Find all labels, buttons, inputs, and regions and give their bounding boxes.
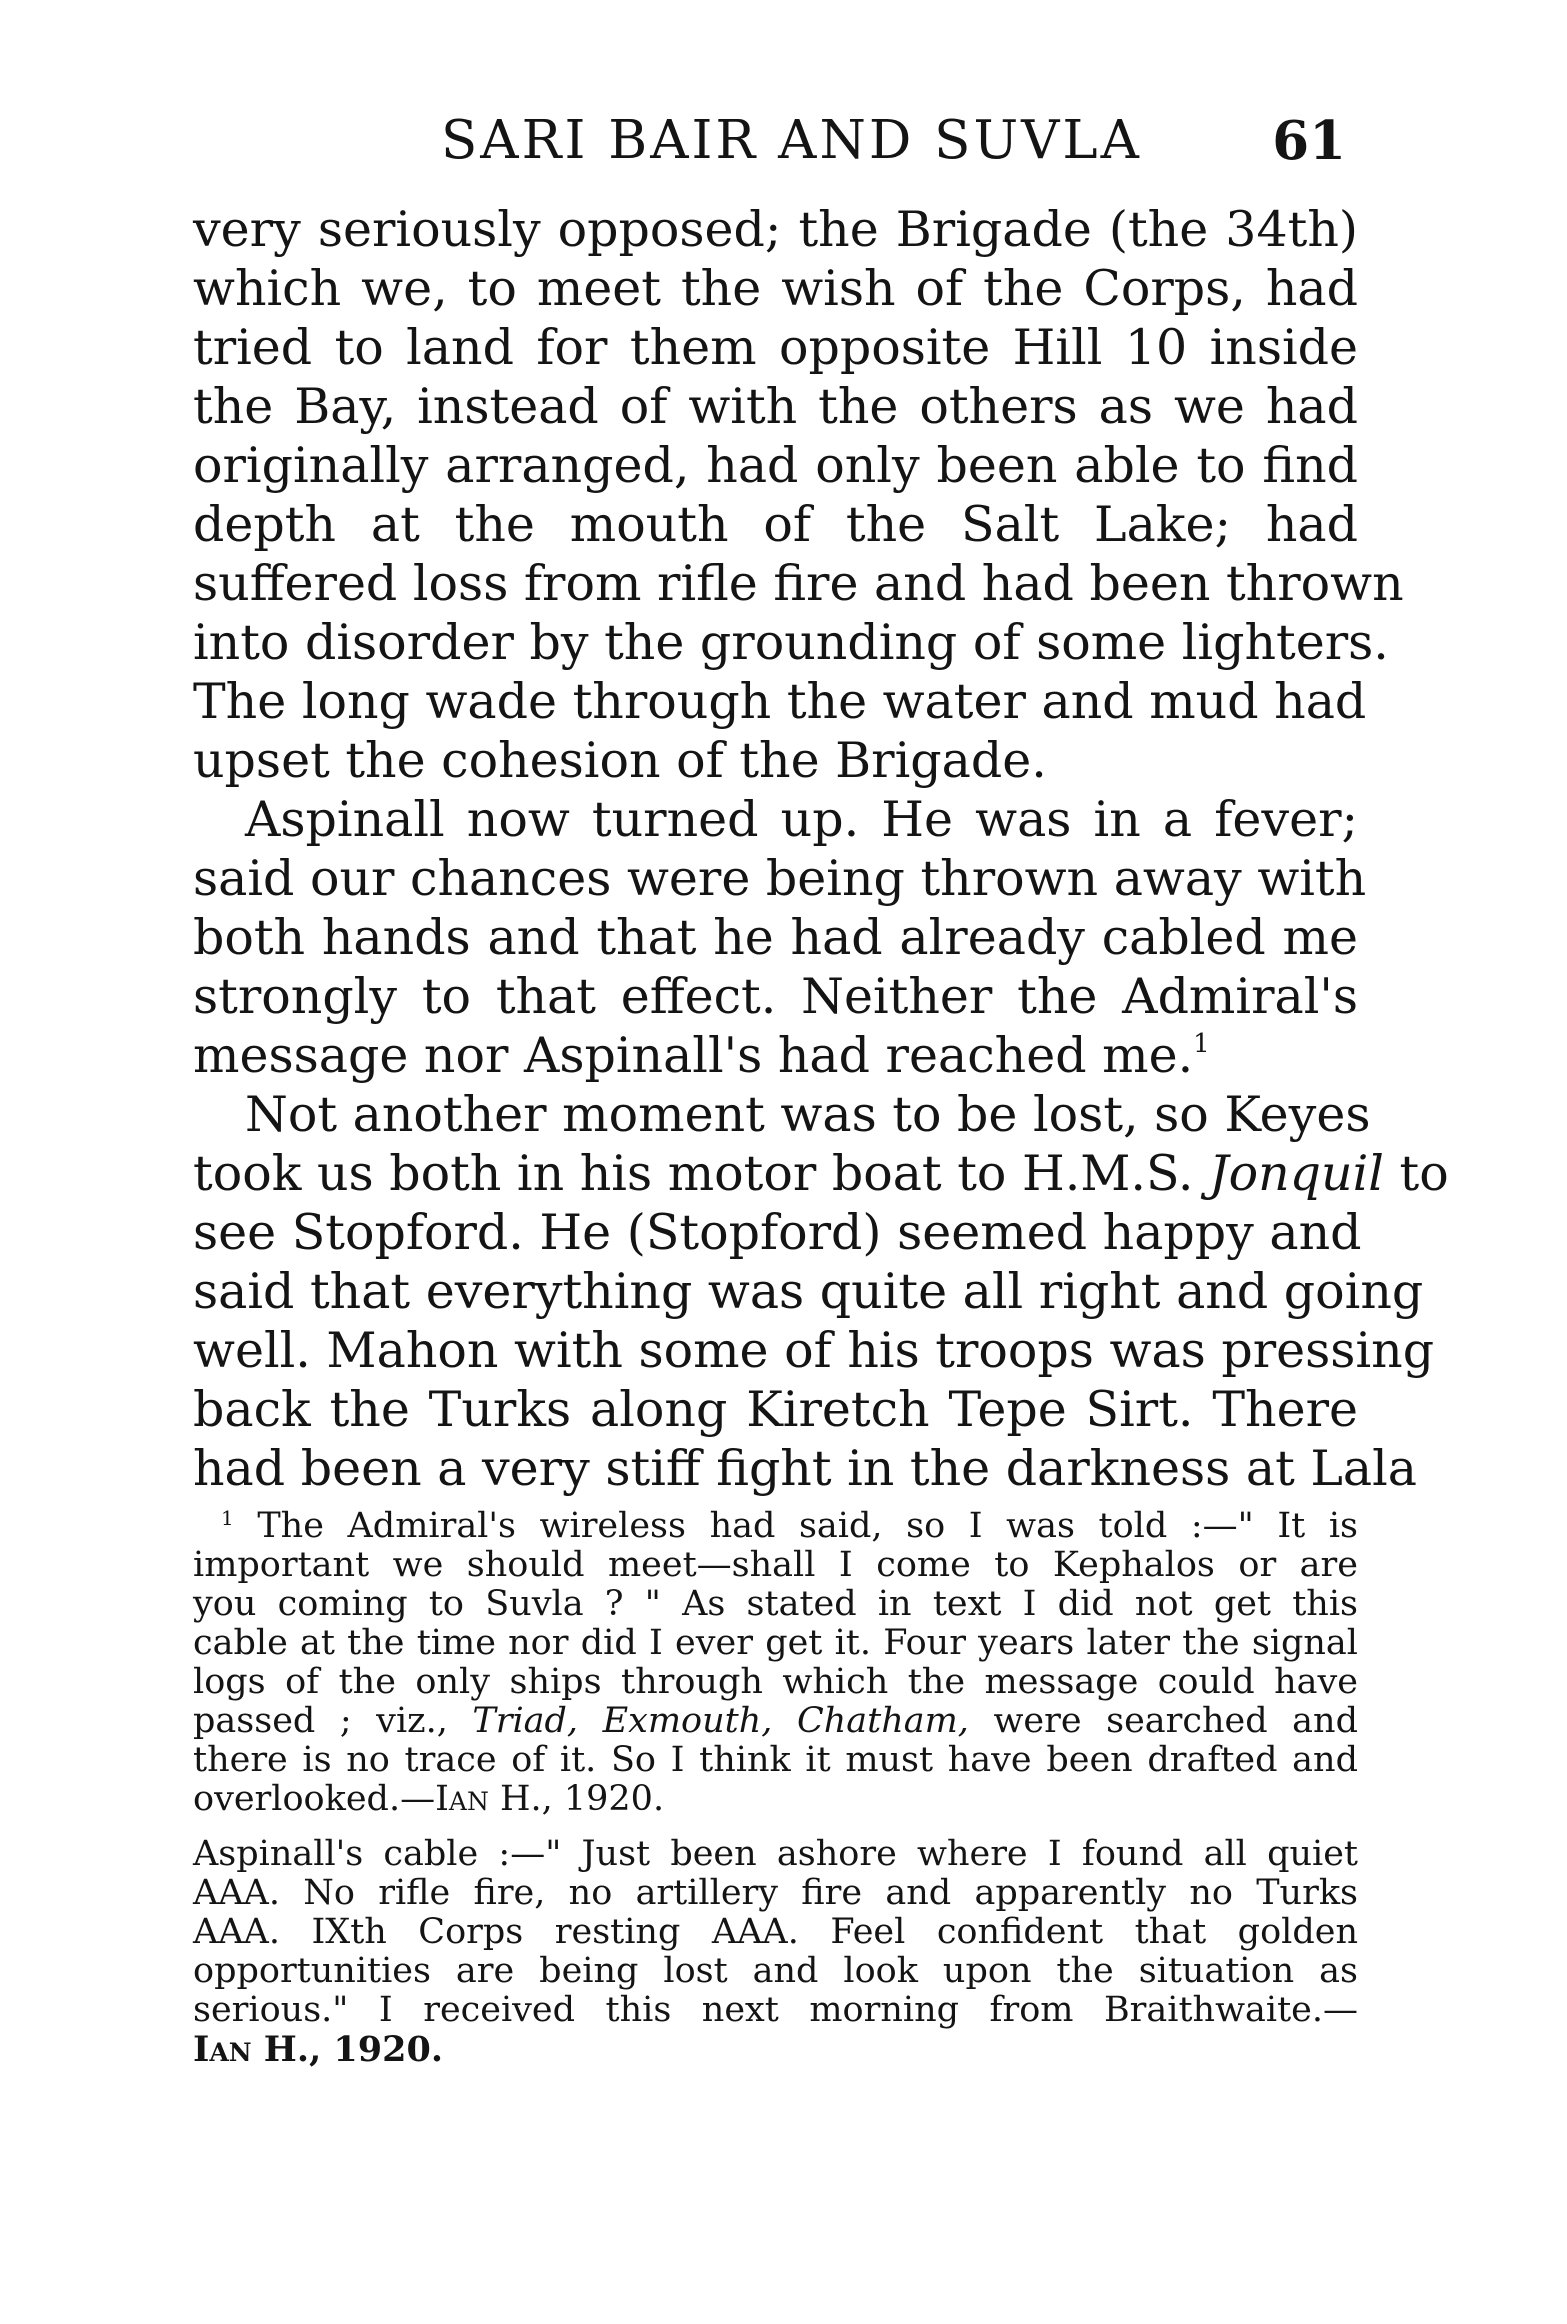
footnote-line <box>193 1507 1358 1546</box>
footnote-line <box>193 1780 1358 1819</box>
footnote-line: important we should meet—shall I come to Kephalos or are <box>193 1545 1358 1585</box>
footnote-line: AAA. IXth Corps resting AAA. Feel confident that golden <box>193 1912 1358 1952</box>
footnote-line <box>193 1702 1358 1741</box>
text-line: suffered loss from rifle fire and had been thrown <box>193 555 1404 612</box>
text-line: Not another moment was to be lost, so Keyes <box>245 1086 1371 1143</box>
text-span: H., 1920. <box>251 2029 444 2070</box>
text-line: had been a very stiff fight in the darkness at Lala <box>193 1440 1417 1497</box>
text-line: strongly to that effect. Neither the Admiral's <box>193 968 1358 1025</box>
text-span: message nor Aspinall's had reached me. <box>193 1027 1194 1084</box>
footnote-gap <box>193 1819 1358 1835</box>
text-span: H., 1920. <box>488 1779 665 1819</box>
text-span: The Admiral's wireless had said, so I was told :—" It is <box>257 1506 1358 1546</box>
text-line: depth at the mouth of the Salt Lake; had <box>193 496 1358 553</box>
signature-name: Ian <box>193 2029 252 2070</box>
text-span: overlooked.— <box>193 1779 436 1819</box>
footnote-line: there is no trace of it. So I think it must have been drafted and <box>193 1740 1358 1780</box>
footnote-line: Aspinall's cable :—" Just been ashore where I found all quiet <box>193 1834 1358 1874</box>
footnote-line: AAA. No rifle fire, no artillery fire and apparently no Turks <box>193 1873 1358 1913</box>
text-line: which we, to meet the wish of the Corps, had <box>193 260 1358 317</box>
text-line: back the Turks along Kiretch Tepe Sirt. There <box>193 1381 1358 1438</box>
text-line: tried to land for them opposite Hill 10 inside <box>193 319 1358 376</box>
text-span: to <box>1399 1145 1449 1202</box>
text-line: both hands and that he had already cabled me <box>193 909 1358 966</box>
text-span: took us both in his motor boat to H.M.S. <box>193 1145 1209 1202</box>
text-line: well. Mahon with some of his troops was pressing <box>193 1322 1435 1379</box>
text-line <box>193 1144 1449 1203</box>
ship-name: Jonquil <box>1208 1145 1384 1202</box>
footnote-line: cable at the time nor did I ever get it. Four years later the signal <box>193 1623 1358 1663</box>
text-line: said that everything was quite all right and going <box>193 1263 1424 1320</box>
text-line: The long wade through the water and mud had <box>193 673 1367 730</box>
text-line: the Bay, instead of with the others as we had <box>193 378 1358 435</box>
text-span: were searched and <box>968 1701 1358 1741</box>
text-line: into disorder by the grounding of some lighters. <box>193 614 1389 671</box>
footnote-line: opportunities are being lost and look upon the situation as <box>193 1951 1358 1991</box>
text-span: passed ; viz., <box>193 1701 473 1741</box>
text-line: very seriously opposed; the Brigade (the 34th) <box>193 201 1358 258</box>
text-line: see Stopford. He (Stopford) seemed happy and <box>193 1204 1362 1261</box>
text-line: said our chances were being thrown away with <box>193 850 1367 907</box>
page-number: 61 <box>1272 110 1346 172</box>
body-text <box>193 200 1449 1498</box>
ship-names: Triad, Exmouth, Chatham, <box>472 1701 969 1741</box>
signature-name: Ian <box>435 1779 489 1819</box>
footnote-line <box>193 2030 1358 2069</box>
footnotes <box>193 1507 1358 2069</box>
running-title: SARI BAIR AND SUVLA <box>441 110 1142 171</box>
text-line: originally arranged, had only been able to find <box>193 437 1358 494</box>
text-line: Aspinall now turned up. He was in a fever; <box>245 791 1358 848</box>
footnote-line: you coming to Suvla ? " As stated in text I did not get this <box>193 1584 1358 1624</box>
footnote-line: logs of the only ships through which the message could have <box>193 1662 1358 1702</box>
footnote-line: serious." I received this next morning from Braithwaite.— <box>193 1990 1358 2030</box>
text-line: upset the cohesion of the Brigade. <box>193 732 1047 789</box>
text-line <box>193 1026 1358 1085</box>
page-header <box>193 100 1358 190</box>
footnote-marker: 1 <box>1193 1029 1210 1059</box>
footnote-marker: 1 <box>221 1506 234 1530</box>
